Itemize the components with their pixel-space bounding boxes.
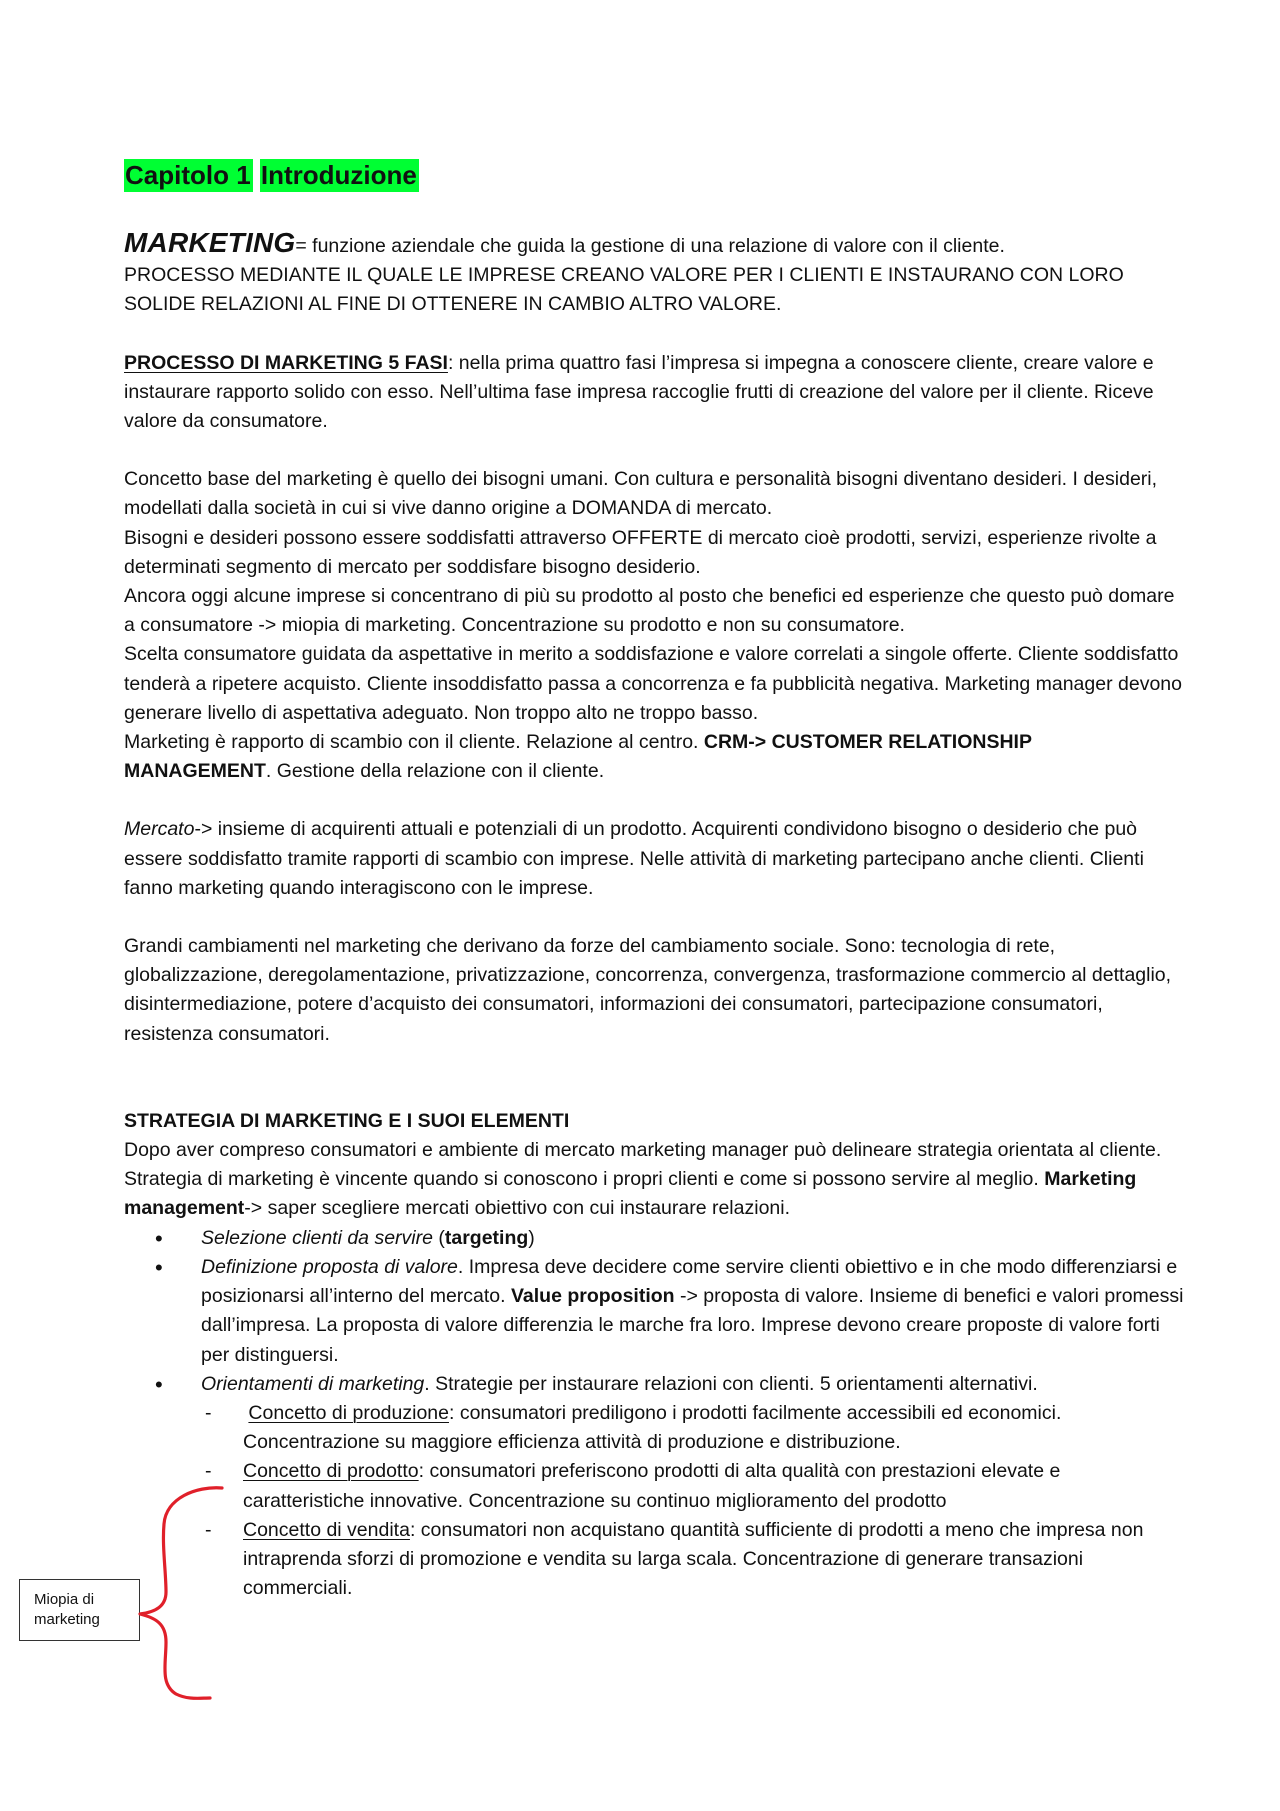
bullet-value-italic: Definizione proposta di valore — [201, 1255, 458, 1278]
margin-note-line-1: Miopia di — [34, 1591, 95, 1608]
chapter-title — [124, 158, 1184, 192]
bullet-orientations-italic: Orientamenti di marketing — [201, 1372, 425, 1395]
concepts-paragraph-4: Scelta consumatore guidata da aspettative in merito a soddisfazione e valore correlati a singole offerte. Cliente soddisfatto tenderà a ripetere acquisto. Cliente insoddisfatto passa a concorrenza e fa pubblicità negativa. Marketing manager devono generare livello di aspettativa adeguato. Non troppo alto ne troppo basso. — [124, 643, 1182, 724]
strategy-heading: STRATEGIA DI MARKETING E I SUOI ELEMENTI — [124, 1109, 570, 1132]
concepts-paragraph-1: Concetto base del marketing è quello dei bisogni umani. Con cultura e personalità bisogni diventano desideri. I desideri, modellati dalla società in cui si vive danno origine a DOMANDA di mercato. — [124, 468, 1158, 520]
dash-item-produzione — [243, 1399, 1184, 1457]
market-term: Mercato — [124, 818, 195, 841]
changes-paragraph: Grandi cambiamenti nel marketing che derivano da forze del cambiamento sociale. Sono: tecnologia di rete, globalizzazione, deregolamentazione, privatizzazione, concorrenza, convergenza, trasformazione commercio al dettaglio, disintermediazione, potere d’acquisto dei consumatori, informazioni dei consumatori, partecipazione consumatori, resistenza consumatori. — [124, 935, 1172, 1045]
market-paragraph — [124, 815, 1184, 903]
bullet-value-post: -> proposta di valore. Insieme di benefici e valori promessi dall’impresa. La proposta di valore differenzia le marche fra loro. Imprese devono creare proposte di valore forti per distinguersi. — [201, 1285, 1184, 1366]
dash-item-vendita — [243, 1516, 1184, 1604]
document-page — [124, 158, 1184, 1603]
concepts-paragraph-3: Ancora oggi alcune imprese si concentrano di più su prodotto al posto che benefici ed esperienze che questo può domare a consumatore -> miopia di marketing. Concentrazione su prodotto e non su consumatore. — [124, 585, 1175, 637]
concepts-paragraph-5 — [124, 728, 1184, 786]
bullet-value-pre: . Impresa deve decidere come servire clienti obiettivo e in che modo differenziarsi e posizionarsi all’interno del mercato. — [201, 1255, 1178, 1308]
dash-prodotto-text: : consumatori preferiscono prodotti di alta qualità con prestazioni elevate e caratteristiche innovative. Concentrazione su continuo miglioramento del prodotto — [243, 1460, 1061, 1512]
strategy-intro-bold: Marketing management — [124, 1168, 1137, 1220]
chapter-name: Introduzione — [260, 160, 417, 190]
crm-pre: Marketing è rapporto di scambio con il cliente. Relazione al centro. — [124, 731, 704, 754]
process-5-label: PROCESSO DI MARKETING 5 FASI — [124, 351, 448, 374]
bullet-targeting-close: ) — [528, 1226, 535, 1249]
bullet-orientations-post: . Strategie per instaurare relazioni con clienti. 5 orientamenti alternativi. — [424, 1372, 1038, 1395]
marketing-definition — [124, 228, 1184, 261]
bullet-orientations — [201, 1370, 1184, 1604]
dash-prodotto-label: Concetto di prodotto — [243, 1460, 419, 1483]
process-5-phases — [124, 349, 1184, 437]
marketing-term: MARKETING — [124, 227, 296, 258]
strategy-intro-post: -> saper scegliere mercati obiettivo con cui instaurare relazioni. — [244, 1197, 791, 1220]
strategy-bullet-list — [124, 1224, 1184, 1604]
bullet-targeting-bold: targeting — [444, 1226, 529, 1249]
bullet-targeting — [201, 1224, 1184, 1253]
brace-stroke — [140, 1488, 222, 1699]
bullet-value-proposition — [201, 1253, 1184, 1370]
dash-vendita-text: : consumatori non acquistano quantità sufficiente di prodotti a meno che impresa non intraprenda sforzi di promozione e vendita su larga scala. Concentrazione di generare transazioni commerciali. — [243, 1518, 1144, 1600]
bullet-targeting-italic: Selezione clienti da servire — [201, 1226, 433, 1249]
margin-note-line-2: marketing — [34, 1611, 100, 1628]
strategy-intro-pre: Dopo aver compreso consumatori e ambiente di mercato marketing manager può delineare strategia orientata al cliente. Strategia di marketing è vincente quando si conoscono i propri clienti e come si possono servire al meglio. — [124, 1139, 1162, 1191]
marketing-definition-text: = funzione aziendale che guida la gestione di una relazione di valore con il cliente. — [295, 235, 1005, 257]
market-text: -> insieme di acquirenti attuali e potenziali di un prodotto. Acquirenti condividono bisogno o desiderio che può essere soddisfatto tramite rapporti di scambio con imprese. Nelle attività di marketing partecipano anche clienti. Clienti fanno marketing quando interagiscono con le imprese. — [124, 818, 1144, 899]
chapter-number: Capitolo 1 — [125, 160, 251, 190]
dash-produzione-text: : consumatori prediligono i prodotti facilmente accessibili ed economici. Concentrazione su maggiore efficienza attività di produzione e distribuzione. — [243, 1401, 1062, 1454]
red-brace-annotation — [136, 1484, 226, 1704]
crm-post: . Gestione della relazione con il cliente. — [265, 760, 605, 783]
dash-produzione-label: Concetto di produzione — [248, 1401, 449, 1424]
crm-bold: CRM-> CUSTOMER RELATIONSHIP MANAGEMENT — [124, 731, 1032, 783]
bullet-targeting-open: ( — [432, 1226, 445, 1249]
process-5-text: : nella prima quattro fasi l’impresa si impegna a conoscere cliente, creare valore e instaurare rapporto solido con esso. Nell’ultima fase impresa raccoglie frutti di creazione del valore per il cliente. Riceve valore da consumatore. — [124, 351, 1154, 433]
dash-item-prodotto — [243, 1457, 1184, 1515]
concepts-paragraph-2: Bisogni e desideri possono essere soddisfatti attraverso OFFERTE di mercato cioè prodotti, servizi, esperienze rivolte a determinati segmento di mercato per soddisfare bisogno desiderio. — [124, 526, 1157, 578]
margin-note-box — [19, 1579, 140, 1641]
strategy-intro — [124, 1136, 1184, 1224]
dash-vendita-label: Concetto di vendita — [243, 1518, 410, 1541]
bullet-value-bold: Value proposition — [510, 1285, 675, 1308]
orientations-dash-list — [201, 1399, 1184, 1603]
marketing-process-caps: PROCESSO MEDIANTE IL QUALE LE IMPRESE CREANO VALORE PER I CLIENTI E INSTAURANO CON LORO SOLIDE RELAZIONI AL FINE DI OTTENERE IN CAMBIO ALTRO VALORE. — [124, 264, 1124, 316]
